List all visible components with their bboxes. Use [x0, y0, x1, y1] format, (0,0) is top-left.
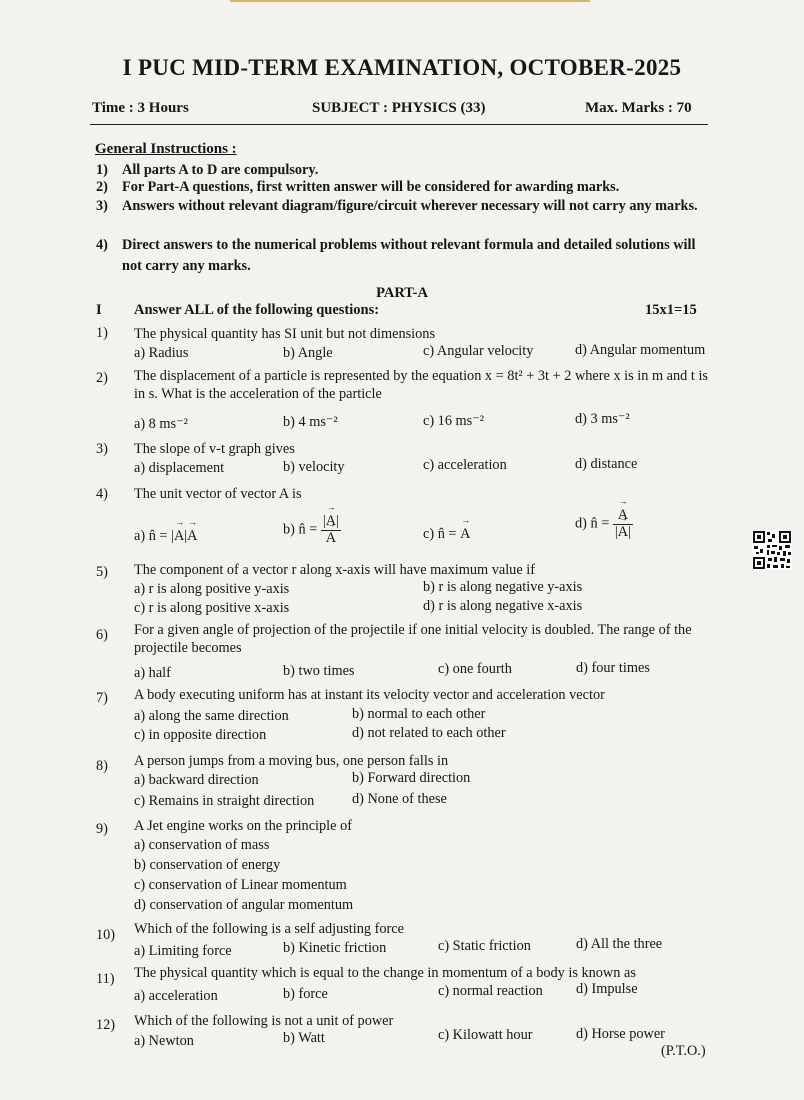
option: c) acceleration	[423, 457, 507, 473]
option: b) two times	[283, 663, 355, 679]
option: b) Kinetic friction	[283, 940, 387, 956]
option: a) r is along positive y-axis	[134, 581, 290, 597]
instruction-text: Direct answers to the numerical problems without relevant formula and detailed solutions will not carry any marks.	[122, 237, 696, 274]
instructions-heading: General Instructions :	[95, 141, 237, 157]
question-number: 10)	[96, 927, 116, 943]
option: a) half	[134, 665, 171, 681]
vector-a: → A	[187, 528, 197, 545]
option: c) 16 ms⁻²	[423, 413, 485, 429]
option: d) not related to each other	[352, 725, 506, 741]
question-number: 11)	[96, 971, 115, 987]
option: b) conservation of energy	[134, 857, 281, 873]
vector-a: → A	[326, 531, 336, 547]
header-rule	[90, 124, 708, 125]
option: a) Newton	[134, 1033, 194, 1049]
question-text: Which of the following is a self adjusting force	[134, 921, 404, 937]
question-number: 6)	[96, 627, 108, 643]
fraction	[321, 514, 341, 546]
vector-a: → A	[326, 514, 336, 530]
option: d) None of these	[352, 791, 447, 807]
option: b) 4 ms⁻²	[283, 414, 338, 430]
option: c) normal reaction	[438, 983, 543, 999]
option: d) 3 ms⁻²	[575, 411, 630, 427]
vector-a: → A	[174, 528, 184, 545]
option-label: d)	[575, 515, 587, 532]
instruction-item	[96, 235, 708, 274]
question-text: The physical quantity which is equal to the change in momentum of a body is known as	[134, 965, 636, 981]
question-text: The unit vector of vector A is	[134, 486, 302, 502]
question-text: For a given angle of projection of the projectile if one initial velocity is doubled. The range of the projectile becomes	[134, 622, 692, 656]
abs-bar: |	[336, 513, 339, 529]
instruction-number: 4)	[96, 237, 108, 253]
question-text: A Jet engine works on the principle of	[134, 818, 352, 834]
instruction-item	[96, 177, 708, 198]
question-text: The component of a vector r along x-axis will have maximum value if	[134, 562, 535, 578]
question-number: 5)	[96, 564, 108, 580]
option: d) conservation of angular momentum	[134, 897, 354, 913]
option-unit-vector-c	[423, 526, 470, 543]
qr-code-icon	[752, 530, 792, 570]
vector-a: → A	[618, 525, 628, 541]
option-label: c)	[423, 526, 435, 542]
time-label: Time : 3 Hours	[92, 100, 189, 116]
fraction	[613, 508, 633, 540]
equals-sign: =	[444, 526, 461, 542]
instruction-number: 1)	[96, 162, 108, 178]
option: b) Watt	[283, 1030, 325, 1046]
abs-bar: |	[322, 513, 326, 529]
option: b) force	[283, 986, 328, 1002]
n-hat: n̂	[437, 526, 445, 542]
option: d) All the three	[576, 936, 663, 952]
part-a-heading: PART-A	[376, 285, 428, 301]
question-text: The slope of v-t graph gives	[134, 441, 295, 457]
option: d) Angular momentum	[575, 342, 706, 358]
option: c) r is along positive x-axis	[134, 600, 290, 616]
n-hat: n̂	[298, 521, 306, 538]
option: b) Angle	[283, 345, 333, 361]
vector-a: → A	[460, 526, 470, 543]
question-number: 12)	[96, 1017, 116, 1033]
option: c) Remains in straight direction	[134, 793, 315, 809]
question-number: 3)	[96, 441, 108, 457]
abs-bar: |	[628, 523, 631, 540]
option: d) Horse power	[576, 1026, 665, 1042]
option: a) Radius	[134, 345, 189, 361]
abs-bar: |	[184, 528, 188, 544]
option-unit-vector-a	[134, 528, 197, 545]
question-number: 8)	[96, 758, 108, 774]
pto-label: (P.T.O.)	[661, 1043, 706, 1059]
option: d) distance	[575, 456, 638, 472]
option: a) Limiting force	[134, 943, 232, 959]
option: b) normal to each other	[352, 706, 486, 722]
question-text: A person jumps from a moving bus, one person falls in	[134, 753, 449, 769]
section-roman: I	[96, 302, 102, 318]
option: d) four times	[576, 660, 650, 676]
question-text: The physical quantity has SI unit but not dimensions	[134, 326, 436, 342]
equals-sign: =	[597, 515, 613, 532]
n-hat: n̂	[148, 528, 156, 544]
n-hat: n̂	[590, 515, 598, 532]
question-text: A body executing uniform has at instant its velocity vector and acceleration vector	[134, 687, 605, 703]
abs-bar: |	[171, 528, 174, 544]
option: b) Forward direction	[352, 770, 471, 786]
question-number: 2)	[96, 370, 108, 386]
instruction-number: 3)	[96, 198, 108, 214]
option: c) Angular velocity	[423, 343, 534, 359]
option: a) backward direction	[134, 772, 259, 788]
section-marks: 15x1=15	[645, 302, 697, 318]
instruction-item	[96, 196, 708, 217]
question-number: 4)	[96, 486, 108, 502]
max-marks-label: Max. Marks : 70	[585, 100, 692, 116]
option: a) displacement	[134, 460, 225, 476]
vector-a: → A	[618, 508, 628, 524]
option: a) 8 ms⁻²	[134, 416, 188, 432]
exam-title: I PUC MID-TERM EXAMINATION, OCTOBER-2025	[122, 55, 682, 80]
option: c) Static friction	[438, 938, 531, 954]
option: a) acceleration	[134, 988, 218, 1004]
top-edge-mark	[230, 0, 590, 2]
question-number: 7)	[96, 690, 108, 706]
instruction-text: All parts A to D are compulsory.	[122, 162, 319, 178]
question-number: 1)	[96, 325, 108, 341]
option: d) r is along negative x-axis	[423, 598, 583, 614]
option: c) conservation of Linear momentum	[134, 877, 347, 893]
option: a) along the same direction	[134, 708, 289, 724]
question-number: 9)	[96, 821, 108, 837]
option: a) conservation of mass	[134, 837, 270, 853]
question-text: Which of the following is not a unit of power	[134, 1013, 394, 1029]
equals-sign: =	[305, 521, 321, 538]
question-text: The displacement of a particle is represented by the equation x = 8t² + 3t + 2 where x is in m and t is in s. What is the acceleration of the particle	[134, 368, 708, 402]
option: c) one fourth	[438, 661, 512, 677]
instruction-text: Answers without relevant diagram/figure/circuit wherever necessary will not carry any marks.	[122, 198, 698, 214]
option: b) r is along negative y-axis	[423, 579, 583, 595]
option: c) in opposite direction	[134, 727, 267, 743]
equals-sign: =	[155, 528, 172, 544]
option: d) Impulse	[576, 981, 638, 997]
instruction-text: For Part-A questions, first written answer will be considered for awarding marks.	[122, 179, 620, 195]
option-label: a)	[134, 528, 146, 544]
option: b) velocity	[283, 459, 345, 475]
subject-label: SUBJECT : PHYSICS (33)	[312, 100, 486, 116]
option-unit-vector-d	[575, 508, 633, 540]
instruction-number: 2)	[96, 179, 108, 195]
option-unit-vector-b	[283, 514, 341, 546]
abs-bar: |	[614, 523, 618, 540]
option-label: b)	[283, 521, 295, 538]
section-title: Answer ALL of the following questions:	[134, 302, 380, 318]
option: c) Kilowatt hour	[438, 1027, 533, 1043]
